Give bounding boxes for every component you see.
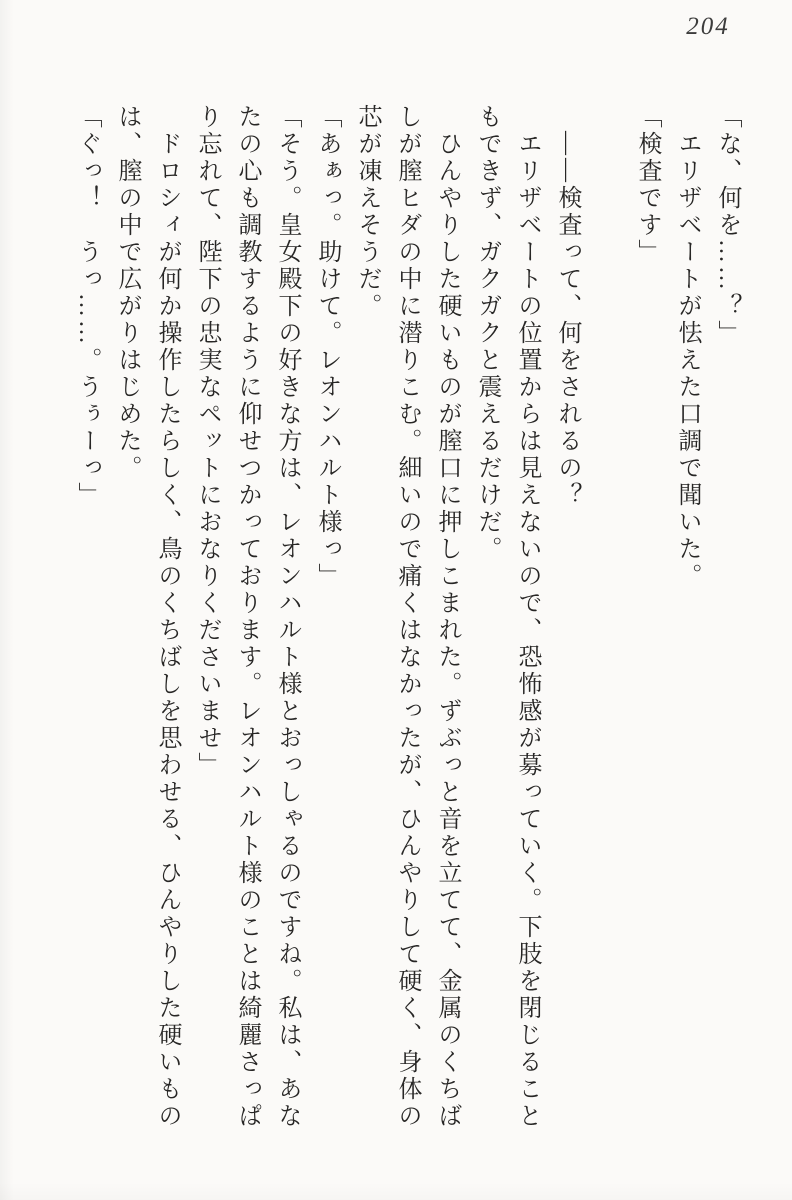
page-number: 204 bbox=[686, 13, 730, 40]
paragraph-dialogue-5: 「ぐっ！ うっ……。うぅーっ」 bbox=[74, 104, 100, 509]
paragraph-narration-4: ドロシィが何か操作したらしく、鳥のくちばしを思わせる、ひんやりした硬いものは、膣の中で広がりはじめた。 bbox=[114, 104, 180, 1130]
paragraph-narration-2: エリザベートの位置からは見えないので、恐怖感が募っていく。下肢を閉じることもできず、ガクガクと震えるだけだ。 bbox=[474, 104, 540, 1130]
paragraph-narration-1: エリザベートが怯えた口調で聞いた。 bbox=[674, 131, 700, 590]
paragraph-dialogue-3: 「あぁっ。助けて。レオンハルト様っ」 bbox=[314, 104, 340, 590]
paragraph-dialogue-1: 「な、何を……？」 bbox=[714, 104, 740, 347]
paragraph-dialogue-2: 「検査です」 bbox=[634, 104, 660, 266]
paragraph-dialogue-4: 「そう。皇女殿下の好きな方は、レオンハルト様とおっしゃるのですね。私は、あなたの心も調教するように仰せつかっております。レオンハルト様のことは綺麗さっぱり忘れて、陛下の忠実なペットにおなりくださいませ」 bbox=[194, 104, 300, 1130]
text-block bbox=[67, 104, 747, 1136]
paragraph-monologue-1: ――検査って、何をされるの？ bbox=[554, 131, 580, 509]
paragraph-narration-3: ひんやりした硬いものが膣口に押しこまれた。ずぶっと音を立てて、金属のくちばしが膣ヒダの中に潜りこむ。細いので痛くはなかったが、ひんやりして硬く、身体の芯が凍えそうだ。 bbox=[354, 104, 460, 1130]
